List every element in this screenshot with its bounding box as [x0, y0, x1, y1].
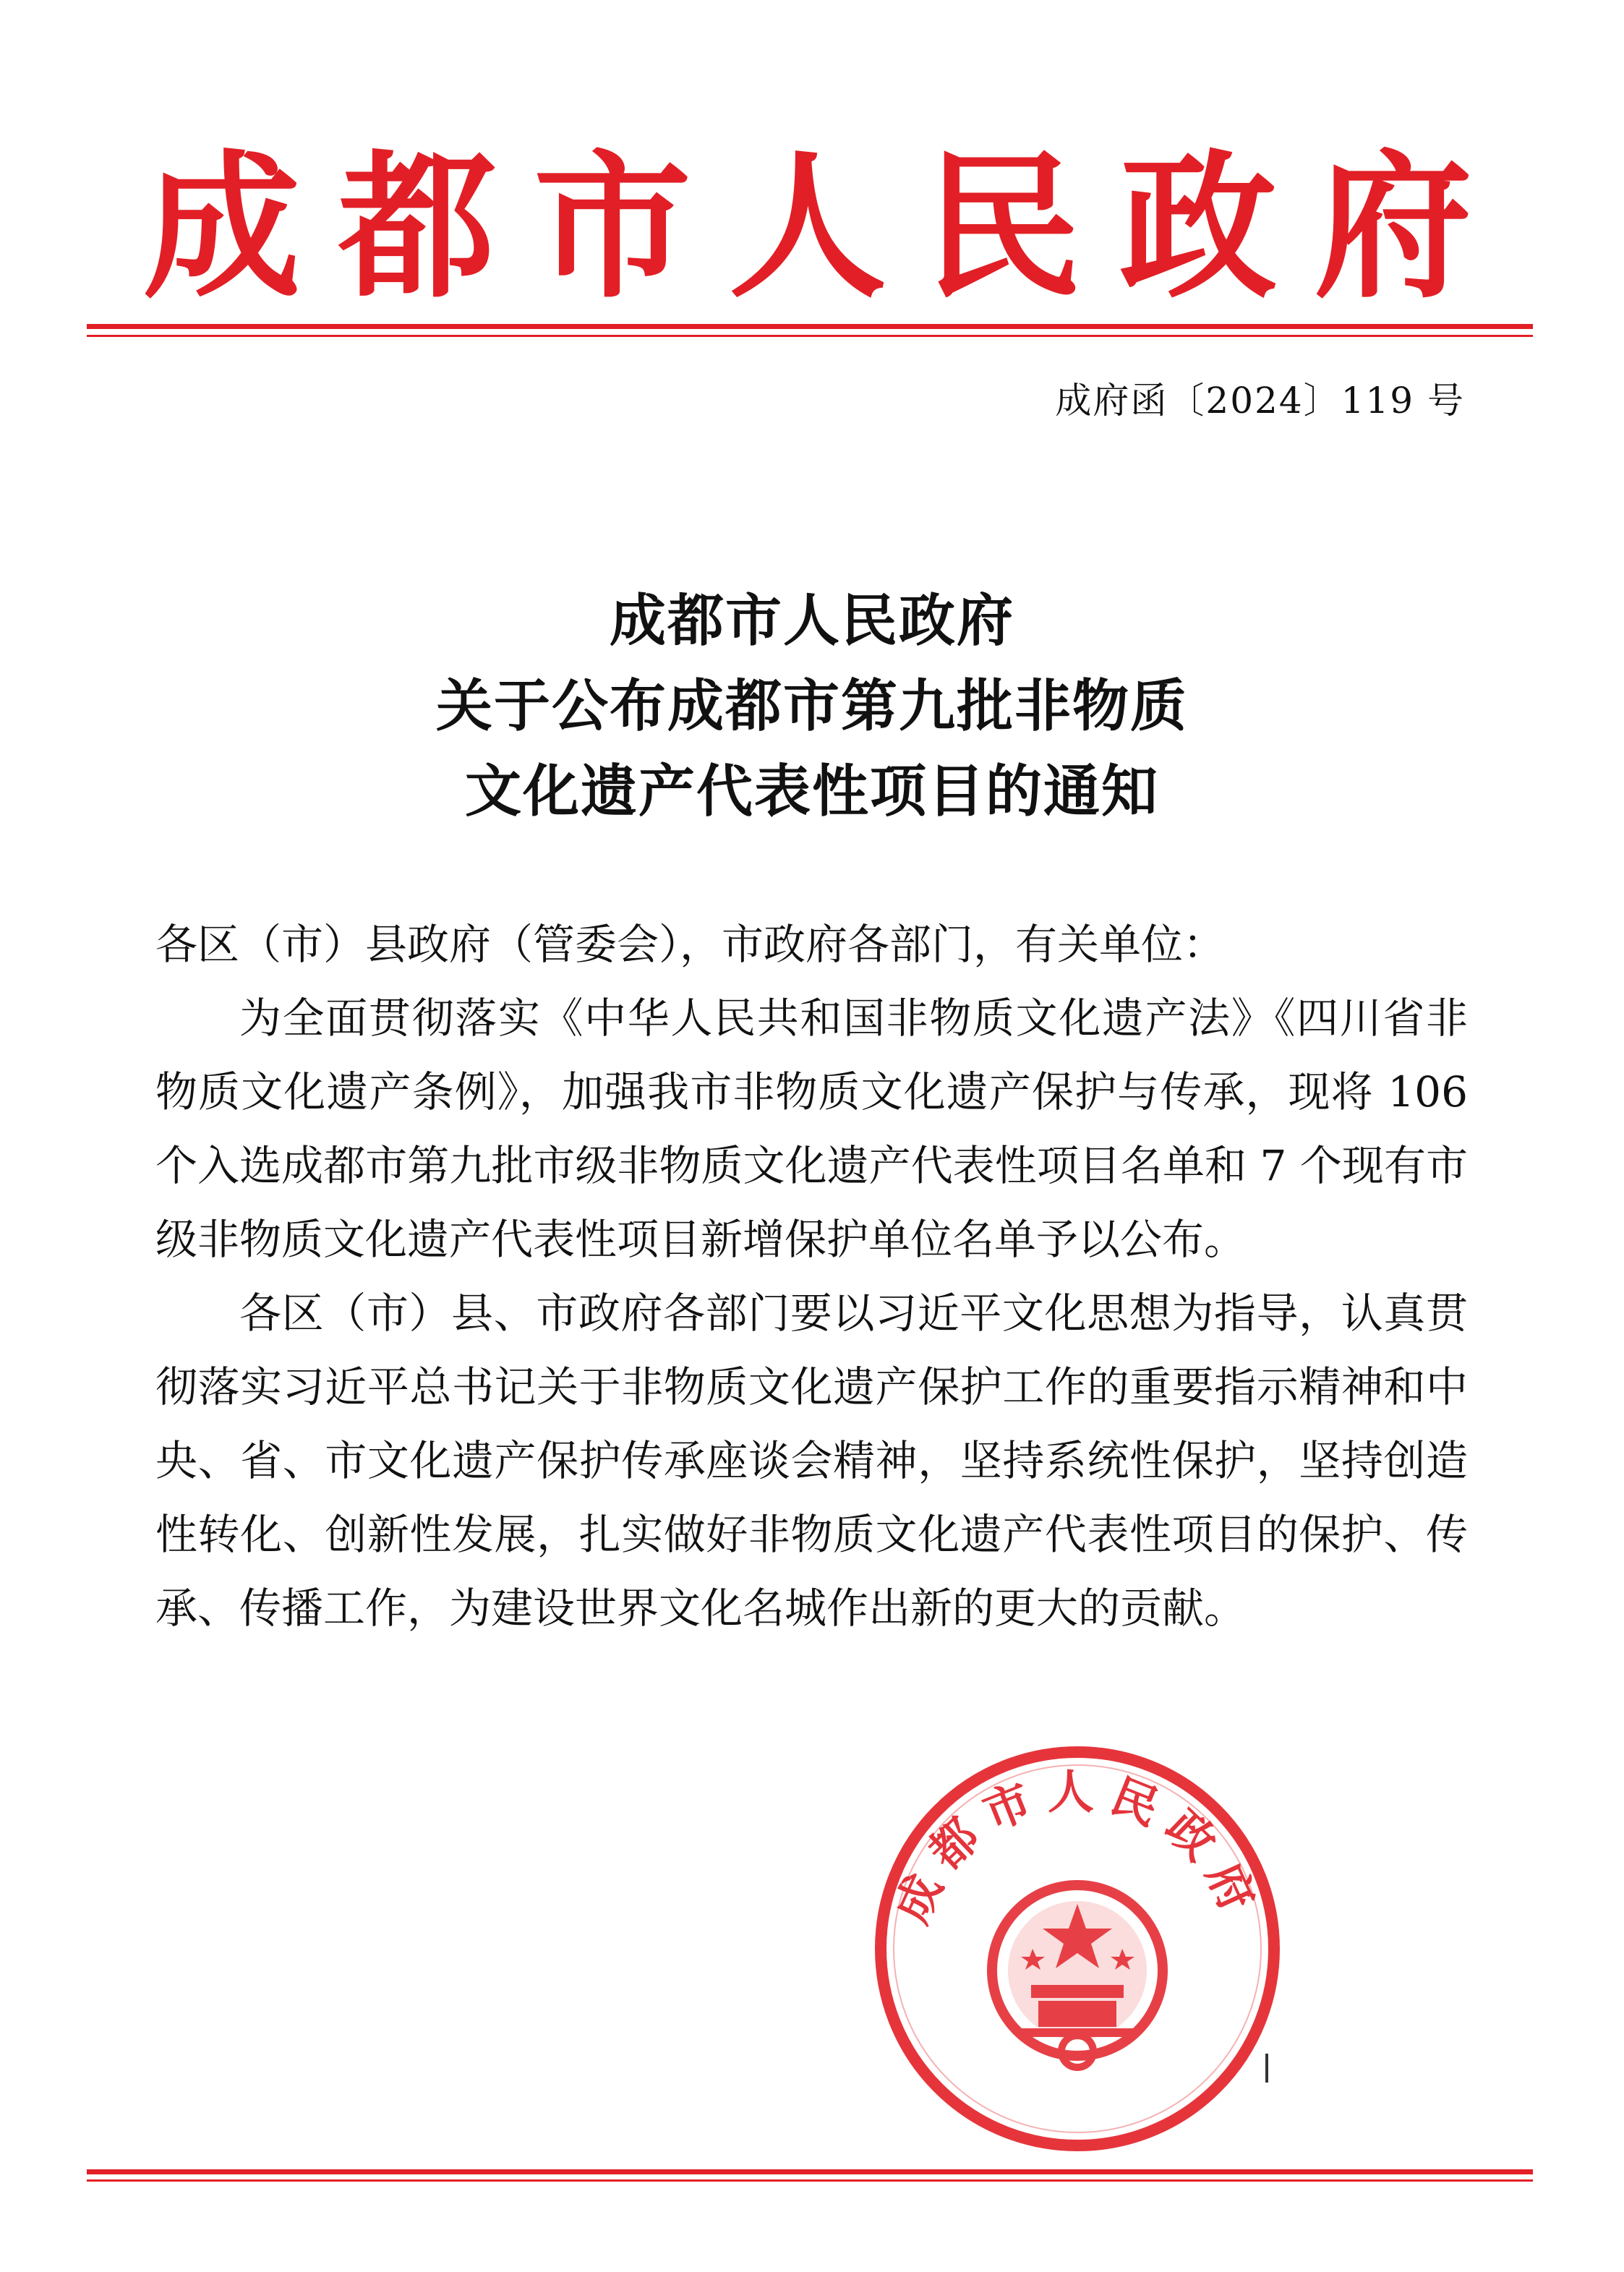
letterhead-rule-thin	[87, 335, 1533, 337]
title-line-3: 文化遗产代表性项目的通知	[464, 759, 1159, 824]
seal-text: 成都市人民政府	[884, 1765, 1270, 1931]
title-line-2: 关于公布成都市第九批非物质	[435, 673, 1188, 739]
text-cursor-mark	[1265, 2054, 1268, 2083]
letterhead-rule-thick	[87, 324, 1533, 329]
paragraph-1: 为全面贯彻落实《中华人民共和国非物质文化遗产法》《四川省非物质文化遗产条例》，加强我市非物质文化遗产保护与传承，现将 106 个入选成都市第九批市级非物质文化遗产代表性项目名单和 7 个现有市级非物质文化遗产代表性项目新增保护单位名单予以公布。	[155, 994, 1468, 1264]
document-body	[155, 907, 1468, 1645]
footer-rule-thin	[87, 2179, 1533, 2182]
title-line-1: 成都市人民政府	[609, 588, 1014, 654]
letterhead-title: 成都市人民政府	[143, 134, 1510, 320]
national-emblem-icon	[992, 1885, 1163, 2067]
document-number: 成府函〔2024〕119 号	[1055, 380, 1465, 422]
footer-rule-thick	[87, 2169, 1533, 2174]
document-title	[0, 578, 1624, 834]
official-seal	[868, 1739, 1287, 2158]
paragraph-2: 各区（市）县、市政府各部门要以习近平文化思想为指导，认真贯彻落实习近平总书记关于非物质文化遗产保护工作的重要指示精神和中央、省、市文化遗产保护传承座谈会精神，坚持系统性保护，坚持创造性转化、创新性发展，扎实做好非物质文化遗产代表性项目的保护、传承、传播工作，为建设世界文化名城作出新的更大的贡献。	[155, 1289, 1468, 1633]
salutation: 各区（市）县政府（管委会），市政府各部门，有关单位：	[155, 920, 1226, 969]
